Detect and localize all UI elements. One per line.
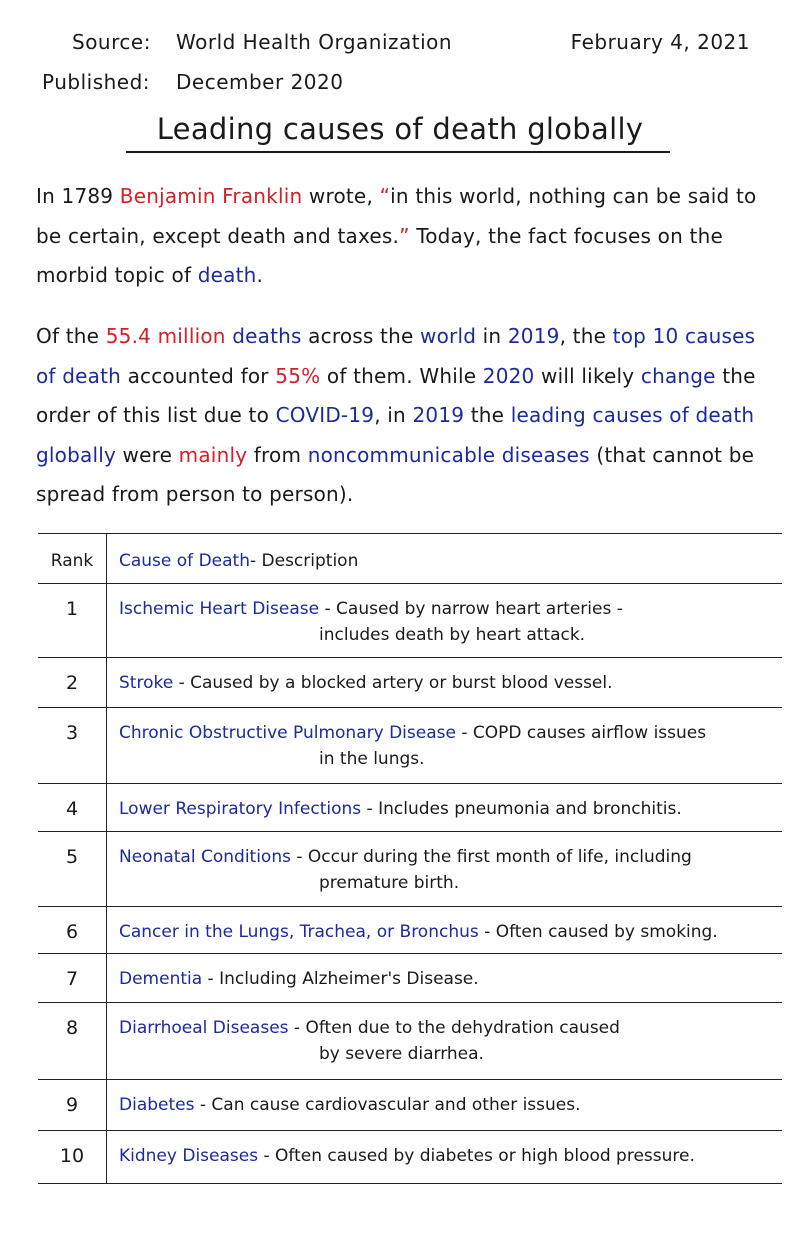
p2-text: accounted for: [121, 363, 276, 388]
table-row: [119, 596, 769, 648]
p2-text: the: [464, 403, 511, 427]
p1-text: Today, the fact focuses on the morbid topic of: [36, 223, 723, 287]
published-value: December 2020: [176, 70, 344, 94]
published-line: [42, 70, 344, 94]
row-separator: -: [258, 1146, 276, 1166]
row-rank: 6: [65, 921, 79, 943]
row-cause: Dementia: [119, 969, 203, 989]
source-value: World Health Organization: [176, 30, 453, 54]
row-description: Caused by narrow heart arteries -: [336, 599, 623, 619]
row-separator: -: [455, 723, 473, 743]
row-rank: 2: [65, 672, 79, 694]
row-description: Often caused by smoking.: [495, 922, 718, 942]
p1-text: .: [256, 263, 264, 287]
row-cause: Diarrhoeal Diseases: [119, 1018, 289, 1038]
row-rank: 7: [65, 968, 79, 990]
p2-text: were: [116, 442, 179, 467]
row-separator: -: [288, 1018, 306, 1038]
p2-covid: COVID-19: [275, 403, 375, 427]
p2-text: across the: [301, 324, 421, 348]
p1-quote-close: ”: [399, 223, 410, 248]
row-rank: 8: [65, 1017, 79, 1039]
p2-text: of them. While: [320, 363, 483, 388]
row-description: COPD causes airflow issues: [472, 723, 707, 743]
table-column-divider: [106, 534, 107, 1184]
table-row-divider: [38, 906, 782, 907]
page-title: Leading causes of death globally: [156, 112, 644, 146]
table-row-divider: [38, 1130, 782, 1131]
row-cause: Diabetes: [119, 1095, 195, 1115]
table-row-divider: [38, 953, 782, 954]
row-description-continued: by severe diarrhea.: [319, 1044, 484, 1064]
p2-text: (that cannot be spread from person to person).: [36, 442, 755, 506]
row-cause: Lower Respiratory Infections: [119, 799, 362, 819]
p1-franklin: Benjamin Franklin: [119, 184, 303, 208]
row-description: Can cause cardiovascular and other issues.: [211, 1095, 581, 1115]
row-cause: Stroke: [119, 673, 174, 693]
p2-world: world: [420, 324, 477, 348]
p1-quote-open: “: [379, 184, 391, 208]
row-rank: 9: [65, 1094, 79, 1116]
row-separator: -: [290, 847, 308, 867]
table-row: [119, 1092, 769, 1118]
p2-text: will likely: [534, 363, 641, 388]
row-description: Occur during the first month of life, including: [307, 847, 692, 867]
p1-quote: in this world, nothing can be said to be certain, except death and taxes.: [36, 184, 757, 248]
p2-top10: top 10 causes of death: [36, 324, 756, 388]
p2-millions: 55.4 million: [105, 324, 226, 348]
p2-year-2019: 2019: [507, 324, 560, 348]
row-separator: -: [361, 799, 379, 819]
table-row-divider: [38, 707, 782, 708]
p2-year-2020: 2020: [482, 363, 535, 388]
p2-text: in: [476, 324, 508, 348]
row-separator: -: [173, 673, 191, 693]
row-description: Caused by a blocked artery or burst blood vessel.: [190, 673, 613, 693]
table-row-divider: [38, 783, 782, 784]
row-description: Often caused by diabetes or high blood pressure.: [275, 1146, 695, 1166]
p1-text: In 1789: [36, 184, 120, 208]
table-row-divider: [38, 831, 782, 832]
row-cause: Chronic Obstructive Pulmonary Disease: [119, 723, 456, 743]
table-row: [119, 670, 769, 696]
table-row-divider: [38, 1002, 782, 1003]
row-cause: Cancer in the Lungs, Trachea, or Bronchus: [119, 922, 479, 942]
p1-text: wrote,: [302, 184, 380, 208]
table-row: [119, 1015, 769, 1067]
p2-deaths: deaths: [232, 324, 302, 348]
source-label: Source:: [72, 30, 151, 54]
row-separator: -: [319, 599, 337, 619]
p2-change: change: [640, 363, 716, 388]
stats-paragraph: [36, 317, 766, 515]
intro-paragraph: [36, 177, 766, 296]
p2-text: from: [247, 442, 308, 467]
table-row-divider: [38, 1079, 782, 1080]
row-cause: Neonatal Conditions: [119, 847, 291, 867]
row-rank: 3: [65, 722, 79, 744]
p2-text: , in: [374, 403, 413, 427]
row-separator: -: [202, 969, 220, 989]
header-description: - Description: [249, 551, 359, 571]
table-row: [119, 720, 769, 772]
row-rank: 4: [65, 798, 79, 820]
table-row-divider: [38, 583, 782, 584]
row-description: Includes pneumonia and bronchitis.: [378, 799, 682, 819]
row-description: Often due to the dehydration caused: [305, 1018, 620, 1038]
title-underline: [126, 151, 670, 153]
p2-mainly: mainly: [178, 442, 248, 467]
table-top-border: [38, 533, 782, 534]
document-date: February 4, 2021: [570, 30, 750, 54]
table-row: [119, 796, 769, 822]
p2-text: the order of this list due to: [36, 363, 756, 427]
row-separator: -: [194, 1095, 212, 1115]
row-cause: Kidney Diseases: [119, 1146, 259, 1166]
row-cause: Ischemic Heart Disease: [119, 599, 320, 619]
p2-text: Of the: [36, 324, 106, 348]
table-row: [119, 844, 769, 896]
header-cause-description: [119, 548, 769, 574]
header-cause: Cause of Death: [119, 551, 250, 571]
p2-noncommunicable: noncommunicable diseases: [307, 442, 590, 467]
p2-leading: leading causes of death globally: [36, 403, 755, 467]
row-description-continued: includes death by heart attack.: [319, 625, 586, 645]
p2-year-2019b: 2019: [412, 403, 465, 427]
row-separator: -: [478, 922, 496, 942]
source-line: [72, 30, 453, 54]
p2-percent: 55%: [275, 363, 321, 388]
row-rank: 5: [65, 846, 79, 868]
published-label: Published:: [42, 70, 151, 94]
row-rank: 1: [65, 598, 79, 620]
row-description-continued: premature birth.: [319, 873, 460, 893]
p2-text: , the: [559, 324, 613, 348]
row-description: Including Alzheimer's Disease.: [219, 969, 479, 989]
row-description-continued: in the lungs.: [319, 749, 425, 769]
table-row: [119, 966, 769, 992]
row-rank: 10: [59, 1145, 85, 1167]
p1-death: death: [197, 263, 257, 287]
table-row-divider: [38, 657, 782, 658]
table-row: [119, 919, 769, 945]
header-rank: Rank: [50, 551, 94, 571]
table-row: [119, 1143, 769, 1169]
table-bottom-border: [38, 1183, 782, 1184]
